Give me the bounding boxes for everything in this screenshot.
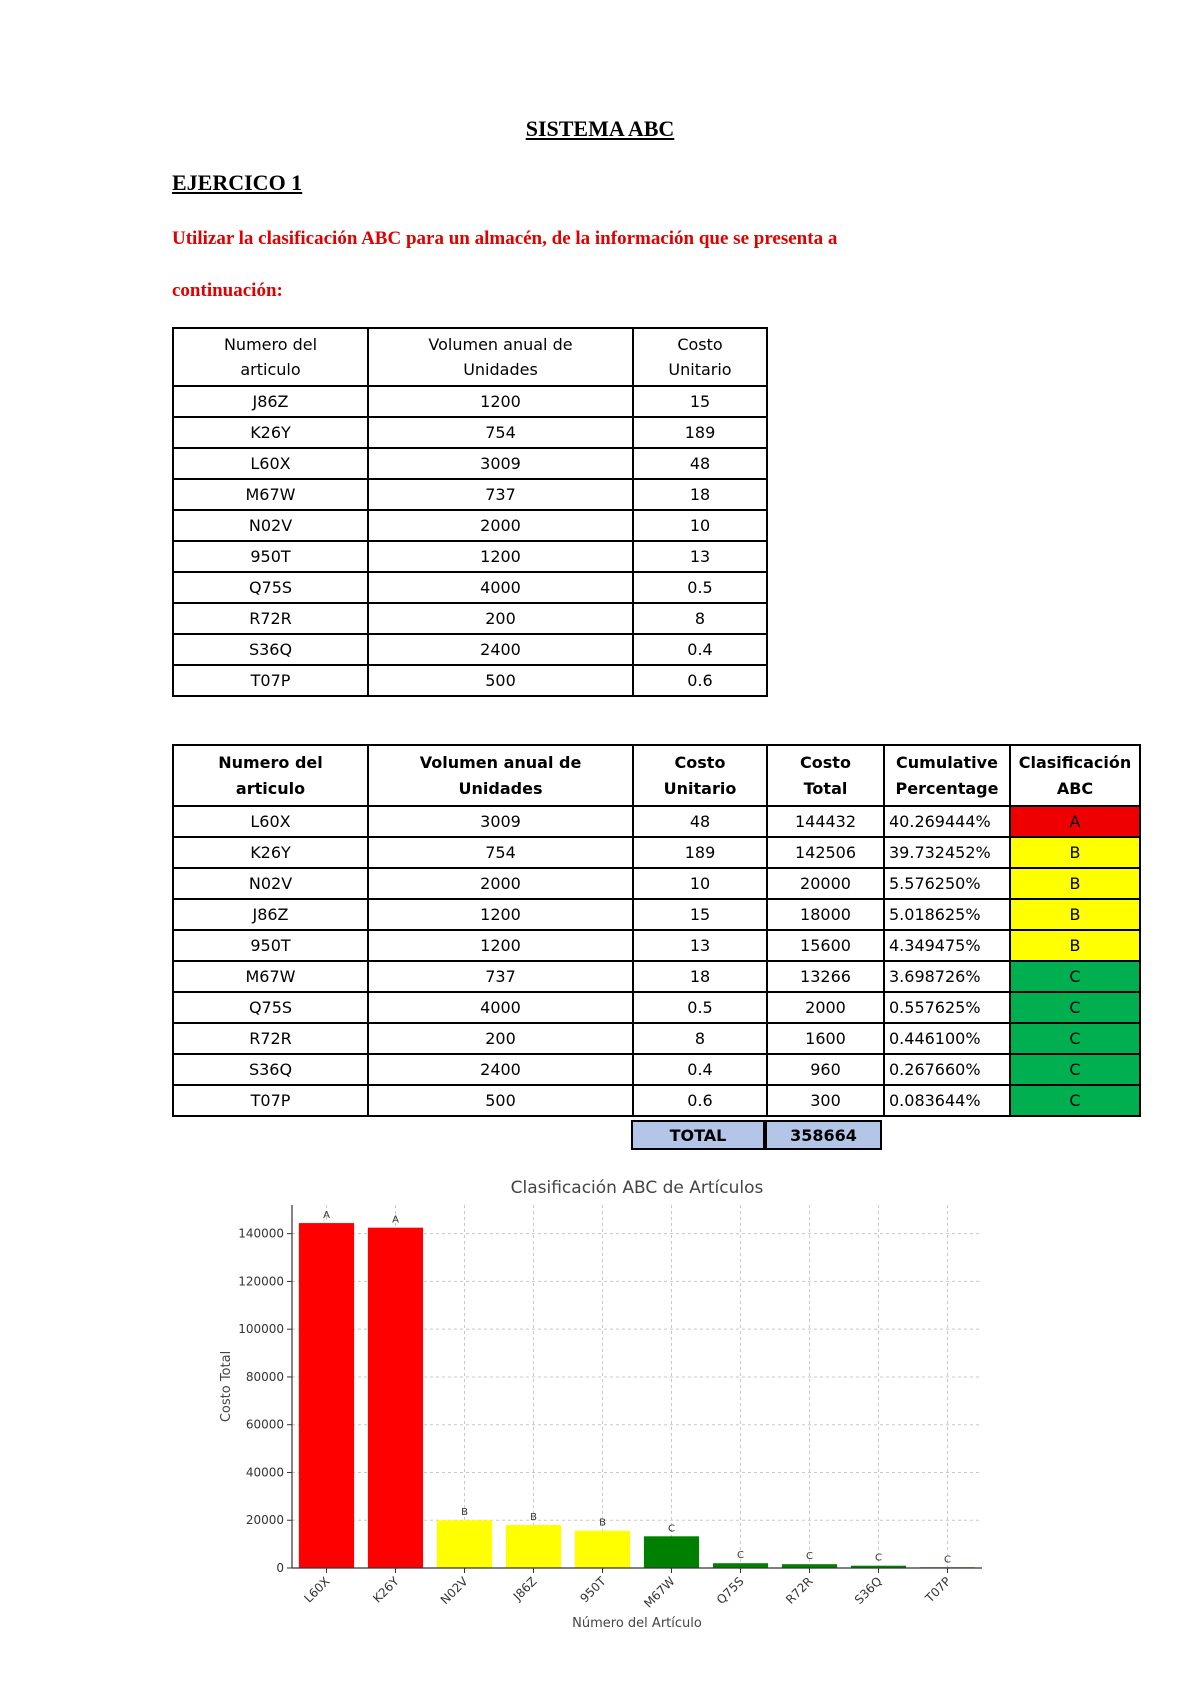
cell-costo-unitario: 0.4 [633,634,767,665]
bar-label: C [806,1551,813,1563]
cell-volumen: 754 [368,837,633,868]
cell-volumen: 500 [368,1085,633,1116]
cell-articulo: L60X [173,448,368,479]
header-volumen-anual: Volumen anual de Unidades [368,328,633,386]
header-costo-unitario: Costo Unitario [633,328,767,386]
table-row [173,899,1140,930]
table-row [173,806,1140,837]
cell-cumulative-percentage: 39.732452% [884,837,1010,868]
table-row [173,930,1140,961]
bar-label: A [392,1214,399,1226]
cell-volumen: 1200 [368,386,633,417]
total-value: 358664 [765,1120,882,1150]
cell-costo-total: 144432 [767,806,884,837]
total-label: TOTAL [631,1120,765,1150]
x-tick-label: K26Y [370,1574,402,1606]
cell-costo-unitario: 10 [633,868,767,899]
table-header-row [173,745,1140,806]
cell-cumulative-percentage: 5.018625% [884,899,1010,930]
cell-articulo: 950T [173,541,368,572]
cell-costo-unitario: 48 [633,448,767,479]
cell-articulo: J86Z [173,386,368,417]
cell-costo-total: 960 [767,1054,884,1085]
x-tick-label: L60X [301,1574,333,1606]
cell-costo-unitario: 0.6 [633,665,767,696]
y-tick-label: 80000 [245,1369,284,1384]
cell-articulo: T07P [173,1085,368,1116]
bar-l60x [299,1223,354,1568]
table-row [173,448,767,479]
cell-clasificacion: A [1010,806,1140,837]
cell-clasificacion: B [1010,837,1140,868]
cell-costo-unitario: 189 [633,837,767,868]
cell-costo-unitario: 0.5 [633,572,767,603]
cell-articulo: R72R [173,603,368,634]
cell-costo-total: 15600 [767,930,884,961]
cell-volumen: 4000 [368,572,633,603]
table-row [173,1085,1140,1116]
cell-costo-unitario: 0.4 [633,1054,767,1085]
cell-costo-unitario: 48 [633,806,767,837]
table-row [173,541,767,572]
header-cumulative-percentage: Cumulative Percentage [884,745,1010,806]
cell-articulo: L60X [173,806,368,837]
exercise-title: EJERCICO 1 [172,170,303,195]
header-costo-total: Costo Total [767,745,884,806]
cell-articulo: R72R [173,1023,368,1054]
header-costo-unitario: Costo Unitario [633,745,767,806]
table-row [173,961,1140,992]
cell-articulo: N02V [173,868,368,899]
x-tick-label: M67W [641,1574,678,1611]
cell-articulo: S36Q [173,634,368,665]
cell-articulo: S36Q [173,1054,368,1085]
header-volumen-anual: Volumen anual de Unidades [368,745,633,806]
bar-label: B [599,1517,606,1529]
table-row [173,386,767,417]
table-row [173,479,767,510]
cell-costo-unitario: 15 [633,386,767,417]
cell-volumen: 1200 [368,930,633,961]
cell-volumen: 200 [368,1023,633,1054]
cell-costo-total: 13266 [767,961,884,992]
cell-costo-unitario: 8 [633,1023,767,1054]
instruction-line-2: continuación: [172,280,283,301]
x-tick-label: S36Q [851,1574,885,1607]
cell-volumen: 500 [368,665,633,696]
table-row [173,992,1140,1023]
chart-title: Clasificación ABC de Artículos [510,1178,764,1198]
cell-volumen: 200 [368,603,633,634]
y-tick-label: 120000 [238,1274,284,1289]
bar-k26y [368,1228,423,1568]
bar-q75s [713,1563,768,1568]
cell-cumulative-percentage: 0.083644% [884,1085,1010,1116]
cell-costo-unitario: 18 [633,479,767,510]
cell-clasificacion: C [1010,992,1140,1023]
cell-articulo: M67W [173,961,368,992]
cell-cumulative-percentage: 0.557625% [884,992,1010,1023]
cell-cumulative-percentage: 40.269444% [884,806,1010,837]
y-tick-label: 100000 [238,1322,284,1337]
cell-articulo: Q75S [173,572,368,603]
cell-costo-unitario: 0.5 [633,992,767,1023]
cell-costo-total: 1600 [767,1023,884,1054]
x-tick-label: T07P [922,1574,954,1606]
cell-articulo: T07P [173,665,368,696]
table-row [173,665,767,696]
y-tick-label: 60000 [245,1417,284,1432]
cell-clasificacion: C [1010,1023,1140,1054]
cell-clasificacion: C [1010,1054,1140,1085]
cell-volumen: 1200 [368,541,633,572]
x-axis-label: Número del Artículo [572,1616,702,1631]
x-tick-label: J86Z [510,1574,540,1604]
x-tick-label: N02V [437,1574,471,1608]
cell-costo-total: 300 [767,1085,884,1116]
cell-costo-unitario: 10 [633,510,767,541]
cell-costo-total: 18000 [767,899,884,930]
y-tick-label: 140000 [238,1226,284,1241]
cell-volumen: 754 [368,417,633,448]
cell-clasificacion: B [1010,868,1140,899]
cell-clasificacion: C [1010,1085,1140,1116]
cell-volumen: 737 [368,479,633,510]
cell-costo-total: 142506 [767,837,884,868]
x-tick-label: Q75S [713,1574,747,1607]
abc-bar-chart [200,1175,1000,1635]
bar-label: C [737,1550,744,1562]
instruction-line-1: Utilizar la clasificación ABC para un almacén, de la información que se presenta a [172,228,838,249]
cell-articulo: N02V [173,510,368,541]
cell-volumen: 4000 [368,992,633,1023]
cell-articulo: K26Y [173,417,368,448]
table-row [173,510,767,541]
cell-clasificacion: C [1010,961,1140,992]
bar-m67w [644,1536,699,1568]
cell-cumulative-percentage: 3.698726% [884,961,1010,992]
cell-costo-unitario: 15 [633,899,767,930]
table-row [173,417,767,448]
y-axis-label: Costo Total [219,1350,234,1423]
cell-costo-unitario: 189 [633,417,767,448]
cell-costo-unitario: 18 [633,961,767,992]
bar-label: B [530,1512,537,1524]
y-tick-label: 40000 [245,1465,284,1480]
header-numero-articulo: Numero del articulo [173,328,368,386]
x-tick-label: R72R [783,1574,816,1607]
cell-cumulative-percentage: 4.349475% [884,930,1010,961]
table-row [173,572,767,603]
cell-cumulative-percentage: 5.576250% [884,868,1010,899]
abc-classification-table [172,744,1141,1117]
table-row [173,634,767,665]
cell-articulo: J86Z [173,899,368,930]
header-clasificacion-abc: Clasificación ABC [1010,745,1140,806]
cell-volumen: 3009 [368,448,633,479]
page-title: SISTEMA ABC [525,116,675,141]
table-header-row [173,328,767,386]
bar-label: B [461,1507,468,1519]
cell-clasificacion: B [1010,899,1140,930]
cell-volumen: 2400 [368,1054,633,1085]
table-row [173,603,767,634]
bar-950t [575,1531,630,1568]
cell-costo-unitario: 13 [633,541,767,572]
cell-volumen: 2400 [368,634,633,665]
cell-articulo: M67W [173,479,368,510]
bar-label: C [944,1554,951,1566]
cell-costo-total: 2000 [767,992,884,1023]
bar-label: C [875,1552,882,1564]
cell-volumen: 2000 [368,868,633,899]
header-numero-articulo: Numero del articulo [173,745,368,806]
cell-volumen: 1200 [368,899,633,930]
cell-cumulative-percentage: 0.446100% [884,1023,1010,1054]
cell-articulo: Q75S [173,992,368,1023]
bar-label: A [323,1210,330,1222]
cell-cumulative-percentage: 0.267660% [884,1054,1010,1085]
cell-volumen: 737 [368,961,633,992]
cell-costo-unitario: 0.6 [633,1085,767,1116]
bar-n02v [437,1520,492,1568]
y-tick-label: 0 [276,1561,284,1575]
y-tick-label: 20000 [245,1513,284,1528]
cell-volumen: 3009 [368,806,633,837]
cell-articulo: 950T [173,930,368,961]
cell-volumen: 2000 [368,510,633,541]
input-data-table [172,327,768,697]
cell-costo-unitario: 13 [633,930,767,961]
table-row [173,1054,1140,1085]
bar-label: C [668,1523,675,1535]
cell-clasificacion: B [1010,930,1140,961]
bar-j86z [506,1525,561,1568]
x-tick-label: 950T [577,1574,609,1606]
table-row [173,868,1140,899]
table-row [173,1023,1140,1054]
table-row [173,837,1140,868]
cell-costo-total: 20000 [767,868,884,899]
cell-costo-unitario: 8 [633,603,767,634]
cell-articulo: K26Y [173,837,368,868]
